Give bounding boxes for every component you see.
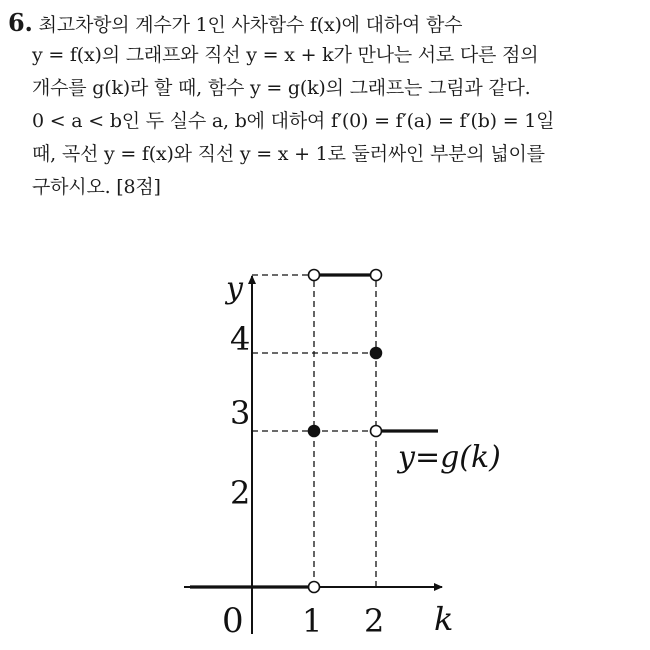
step-function-graph [178,262,508,647]
problem-line-1 [8,6,644,39]
y-tick-label-4: 4 [230,320,251,358]
problem-text [8,6,644,204]
y-tick-label-3: 3 [230,394,251,432]
filled-point-1-2 [309,426,320,437]
x-axis-label: k [434,600,454,638]
y-axis-label: y [226,271,243,306]
origin-label: 0 [222,601,244,641]
problem-line-4: 0 < a < b인 두 실수 a, b에 대하여 f′(0) = f′(a) = f′(b) = 1일 [32,110,555,132]
curve-label: y=g(k) [398,440,501,475]
y-tick-label-2: 2 [230,474,251,512]
open-point-2-4 [371,270,382,281]
problem-line-3: 개수를 g(k)라 할 때, 함수 y = g(k)의 그래프는 그림과 같다. [32,77,531,99]
x-tick-label-1: 1 [302,602,323,640]
filled-point-2-3 [371,348,382,359]
problem-line-6: 구하시오. [8점] [32,176,161,198]
open-point-1-0 [309,582,320,593]
open-point-1-4 [309,270,320,281]
problem-line-1-text: 최고차항의 계수가 1인 사차함수 f(x)에 대하여 함수 [38,14,463,36]
problem-line-5: 때, 곡선 y = f(x)와 직선 y = x + 1로 둘러싸인 부분의 넓이를 [32,143,545,165]
problem-number: 6. [8,8,33,37]
x-tick-label-2: 2 [364,602,385,640]
problem-line-2: y = f(x)의 그래프와 직선 y = x + k가 만나는 서로 다른 점의 [32,44,539,66]
open-point-2-2 [371,426,382,437]
